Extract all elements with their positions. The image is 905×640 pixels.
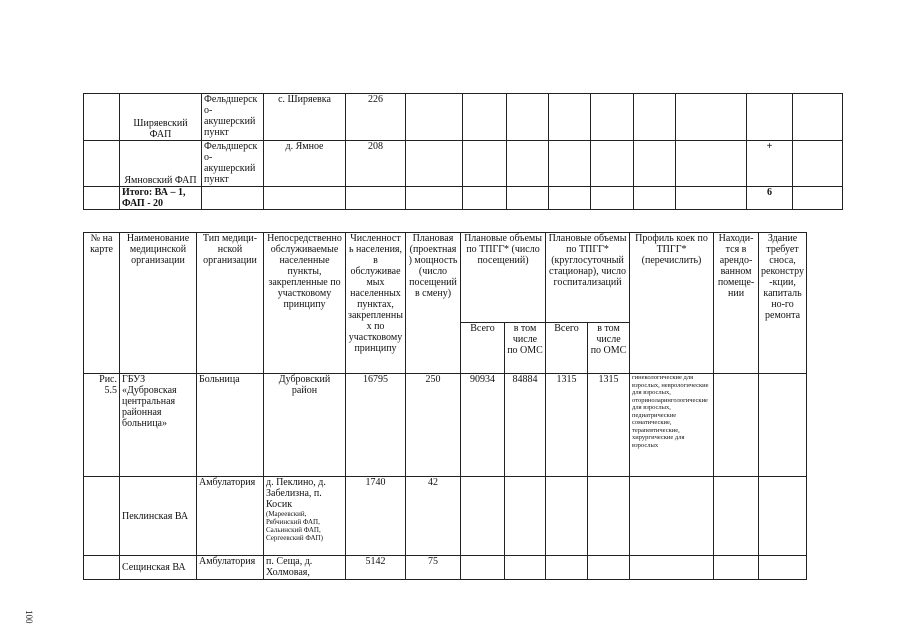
header-profile: Профиль коек по ТПГГ* (перечислить) (630, 233, 714, 374)
header-num: № на карте (84, 233, 120, 374)
population-cell: 5142 (346, 556, 406, 580)
main-table (83, 232, 807, 580)
page-number: 100 (24, 610, 34, 624)
header-rented: Находи-тся в арендо-ванном помеще-нии (714, 233, 759, 374)
table-row (84, 94, 843, 141)
header-row (84, 233, 807, 323)
settlements-cell (264, 556, 346, 580)
header-type: Тип медици-нской организации (197, 233, 264, 374)
population-cell: 226 (346, 94, 406, 141)
subheader-hosp-total: Всего (546, 323, 588, 374)
capacity-cell: 250 (406, 374, 461, 477)
subheader-hosp-oms: в том числе по ОМС (588, 323, 630, 374)
org-type-cell: Больница (197, 374, 264, 477)
population-cell: 1740 (346, 477, 406, 556)
total-row (84, 187, 843, 210)
mark-cell: + (747, 141, 793, 187)
hosp-oms-cell: 1315 (588, 374, 630, 477)
settlements-text: п. Сеща, д. Холмовая, (266, 556, 313, 578)
org-name-cell: Ширяевский ФАП (120, 94, 202, 141)
header-population: Численность населения, в обслуживаемых населенных пунктах, закрепленных по участковому принципу (346, 233, 406, 374)
settlements-cell (264, 374, 346, 477)
subheader-visits-oms: в том числе по ОМС (505, 323, 546, 374)
visits-total-cell: 90934 (461, 374, 505, 477)
org-name-cell: ГБУЗ «Дубровская центральная районная больница» (120, 374, 197, 477)
hosp-total-cell: 1315 (546, 374, 588, 477)
profile-cell: гинекологические для взрослых, неврологические для взрослых, оториноларингологические для взрослых, педиатрические соматические, терапевтические, хирургические для взрослых (630, 374, 714, 477)
row-num: Рис. 5.5 (84, 374, 120, 477)
settlement-cell: д. Ямное (264, 141, 346, 187)
table-row (84, 556, 807, 580)
population-cell: 208 (346, 141, 406, 187)
capacity-cell: 42 (406, 477, 461, 556)
settlements-cell (264, 477, 346, 556)
org-type-cell: Фельдшерск о-акушерский пункт (202, 94, 264, 141)
header-settlements: Непосредственно обслуживаемые населенные пункты, закрепленные по участковому принципу (264, 233, 346, 374)
top-table (83, 93, 843, 210)
settlements-extra: (Мареевский, Рябчинский ФАП, Сальинский ФАП, Сергеевский ФАП) (266, 510, 323, 542)
org-type-cell: Амбулатория (197, 556, 264, 580)
org-name-cell: Пеклинская ВА (120, 477, 197, 556)
header-building: Здание требует сноса, реконстру-кции, капитально-го ремонта (759, 233, 807, 374)
org-type-cell: Фельдшерск о-акушерский пункт (202, 141, 264, 187)
settlements-text: Дубровский район (278, 374, 331, 396)
org-type-cell: Амбулатория (197, 477, 264, 556)
subheader-visits-total: Всего (461, 323, 505, 374)
header-capacity: Плановая (проектная) мощность (число посещений в смену) (406, 233, 461, 374)
table-row (84, 374, 807, 477)
table-row (84, 477, 807, 556)
total-label: Итого: ВА – 1, ФАП - 20 (120, 187, 202, 210)
population-cell: 16795 (346, 374, 406, 477)
org-name-cell: Ямновский ФАП (120, 141, 202, 187)
cell (84, 141, 120, 187)
visits-oms-cell: 84884 (505, 374, 546, 477)
org-name-cell: Сещинская ВА (120, 556, 197, 580)
header-hosp: Плановые объемы по ТПГГ* (круглосуточный стационар), число госпитализаций (546, 233, 630, 323)
settlement-cell: с. Ширяевка (264, 94, 346, 141)
table-row (84, 141, 843, 187)
total-value: 6 (747, 187, 793, 210)
header-visits: Плановые объемы по ТПГГ* (число посещений) (461, 233, 546, 323)
capacity-cell: 75 (406, 556, 461, 580)
header-name: Наименование медицинской организации (120, 233, 197, 374)
settlements-text: д. Пеклино, д. Забелизна, п. Косик (266, 477, 326, 510)
cell (84, 94, 120, 141)
